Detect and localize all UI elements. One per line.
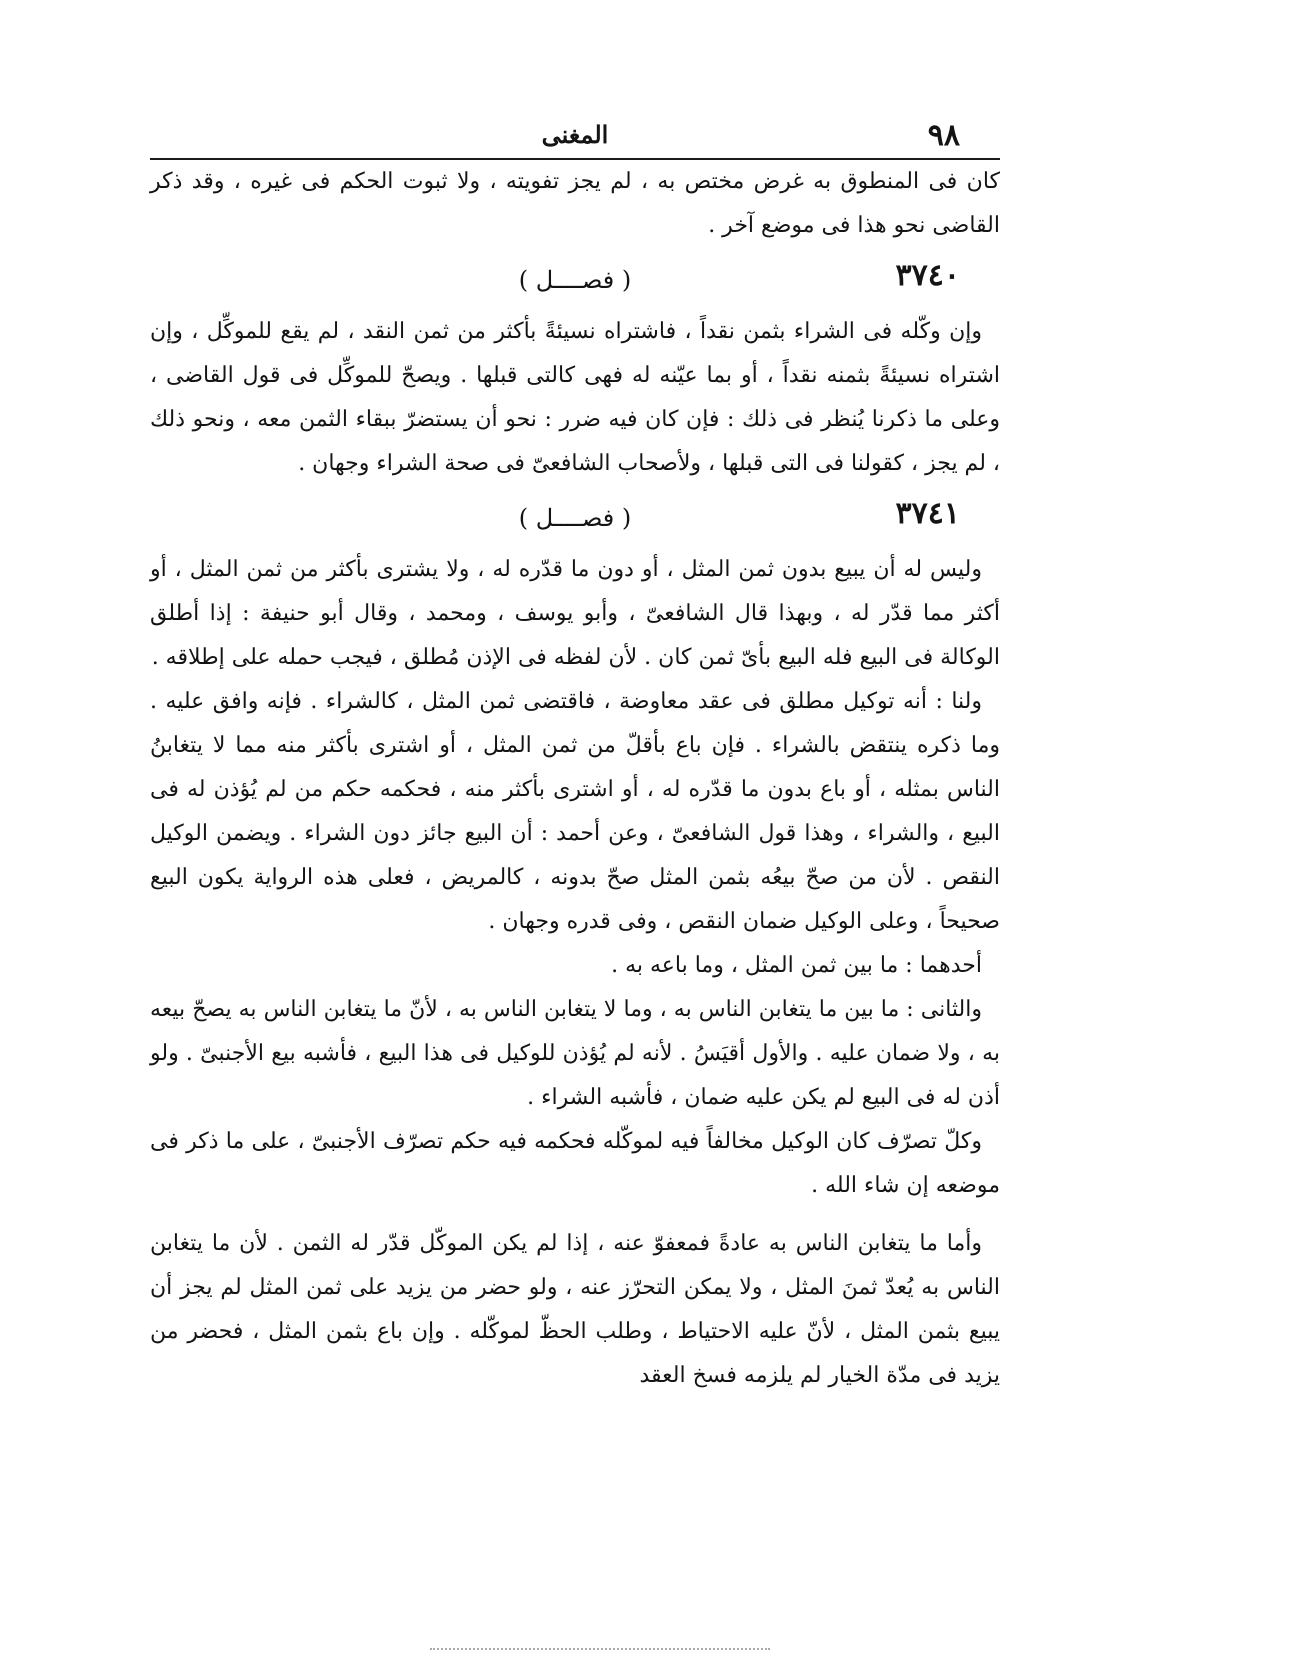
paragraph: وأما ما يتغابن الناس به عادةً فمعفوّ عنه ، إذا لم يكن الموكّل قدّر له الثمن . لأن ما يتغابن الناس به يُعدّ ثمنَ المثل ، ولا يمكن التحرّز عنه ، ولو حضر من يزيد على ثمن المثل لم يجز أن يبيع بثمن المثل ، لأنّ عليه الاحتياط ، وطلب الحظّ لموكّله . وإن باع بثمن المثل ، فحضر من يزيد فى مدّة الخيار لم يلزمه فسخ العقد bbox=[150, 1231, 1000, 1388]
section-title: ( فصــــل ) bbox=[518, 266, 632, 294]
page-number: ٩٨ bbox=[927, 118, 960, 153]
paragraph: والثانى : ما بين ما يتغابن الناس به ، وما لا يتغابن الناس به ، لأنّ ما يتغابن الناس به يصحّ بيعه به ، ولا ضمان عليه . والأول أقيَسُ . لأنه لم يُؤذن للوكيل فى هذا البيع ، فأشبه بيع الأجنبىّ . ولو أذن له فى البيع لم يكن عليه ضمان ، فأشبه الشراء . bbox=[150, 997, 1000, 1110]
paragraph-gap bbox=[150, 1208, 1000, 1222]
scan-artifact-dots bbox=[430, 1648, 770, 1654]
paragraph: ولنا : أنه توكيل مطلق فى عقد معاوضة ، فاقتضى ثمن المثل ، كالشراء . فإنه وافق عليه . وما ذكره ينتقض بالشراء . فإن باع بأقلّ من ثمن المثل ، أو اشترى بأكثر منه مما لا يتغابنُ الناس بمثله ، أو باع بدون ما قدّره له ، أو اشترى بأكثر منه ، فحكمه حكم من لم يُؤذن له فى البيع ، والشراء ، وهذا قول الشافعىّ ، وعن أحمد : أن البيع جائز دون الشراء . ويضمن الوكيل النقص . لأن من صحّ بيعُه بثمن المثل صحّ بدونه ، كالمريض ، فعلى هذه الرواية يكون البيع صحيحاً ، وعلى الوكيل ضمان النقص ، وفى قدره وجهان . bbox=[150, 689, 1000, 934]
section-number: ٣٧٤١ bbox=[895, 496, 960, 531]
page-body bbox=[150, 160, 1000, 1398]
book-page bbox=[150, 110, 1000, 1398]
section-heading bbox=[150, 254, 1000, 306]
section-heading bbox=[150, 492, 1000, 544]
paragraph: أحدهما : ما بين ثمن المثل ، وما باعه به . bbox=[611, 953, 982, 978]
paragraph: كان فى المنطوق به غرض مختص به ، لم يجز تفويته ، ولا ثبوت الحكم فى غيره ، وقد ذكر القاضى نحو هذا فى موضع آخر . bbox=[150, 169, 1000, 238]
running-title: المغنى bbox=[541, 120, 609, 149]
section-title: ( فصــــل ) bbox=[518, 504, 632, 532]
section-number: ٣٧٤٠ bbox=[895, 258, 960, 293]
paragraph: وليس له أن يبيع بدون ثمن المثل ، أو دون ما قدّره له ، ولا يشترى بأكثر من ثمن المثل ، أو أكثر مما قدّر له ، وبهذا قال الشافعىّ ، وأبو يوسف ، ومحمد ، وقال أبو حنيفة : إذا أطلق الوكالة فى البيع فله البيع بأىّ ثمن كان . لأن لفظه فى الإذن مُطلق ، فيجب حمله على إطلاقه . bbox=[150, 557, 1000, 670]
page-header bbox=[150, 110, 1000, 160]
paragraph: وكلّ تصرّف كان الوكيل مخالفاً فيه لموكّله فحكمه فيه حكم تصرّف الأجنبىّ ، على ما ذكر فى موضعه إن شاء الله . bbox=[150, 1129, 1000, 1198]
paragraph: وإن وكّله فى الشراء بثمن نقداً ، فاشتراه نسيئةً بأكثر من ثمن النقد ، لم يقع للموكِّل ، وإن اشتراه نسيئةً بثمنه نقداً ، أو بما عيّنه له فهى كالتى قبلها . ويصحّ للموكِّل فى قول القاضى ، وعلى ما ذكرنا يُنظر فى ذلك : فإن كان فيه ضرر : نحو أن يستضرّ ببقاء الثمن معه ، ونحو ذلك ، لم يجز ، كقولنا فى التى قبلها ، ولأصحاب الشافعىّ فى صحة الشراء وجهان . bbox=[150, 319, 1000, 476]
